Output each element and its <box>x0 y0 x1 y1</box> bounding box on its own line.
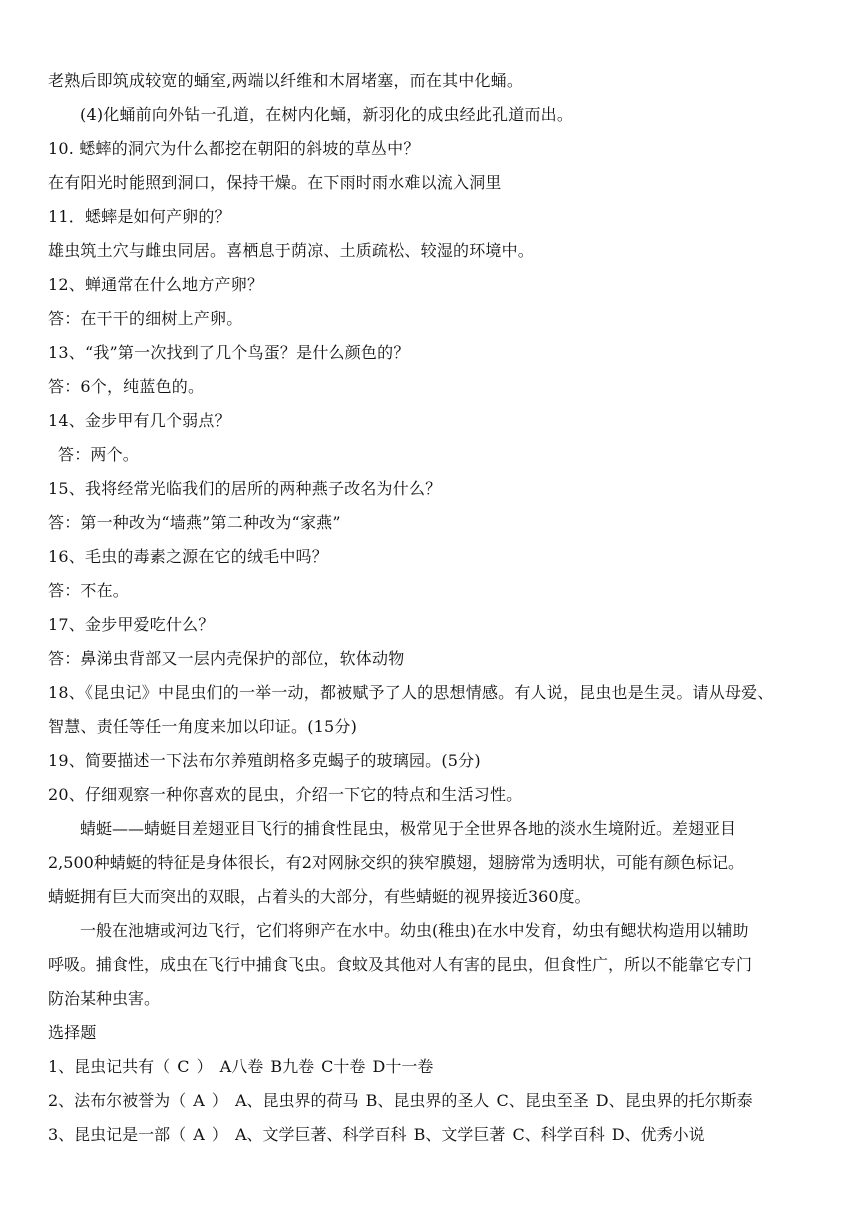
answer-15: 答：第一种改为“墙燕”第二种改为“家燕” <box>48 513 341 532</box>
answer-14: 答：两个。 <box>58 445 140 464</box>
answer-17: 答：鼻涕虫背部又一层内壳保护的部位，软体动物 <box>48 649 405 668</box>
essay-section <box>48 812 828 1016</box>
question-18-line-1: 18、《昆虫记》中昆虫们的一举一动，都被赋予了人的思想情感。有人说，昆虫也是生灵。请从母爱、 <box>48 683 774 702</box>
answer-16: 答：不在。 <box>48 581 130 600</box>
text-line: 老熟后即筑成较宽的蛹室,两端以纤维和木屑堵塞，而在其中化蛹。 <box>48 71 524 90</box>
text-line: (4)化蛹前向外钻一孔道，在树内化蛹，新羽化的成虫经此孔道而出。 <box>80 105 574 124</box>
answer-11: 雄虫筑土穴与雌虫同居。喜栖息于荫凉、土质疏松、较湿的环境中。 <box>48 241 535 260</box>
question-15: 15、我将经常光临我们的居所的两种燕子改名为什么？ <box>48 479 442 498</box>
question-16: 16、毛虫的毒素之源在它的绒毛中吗？ <box>48 547 328 566</box>
question-10: 10. 蟋蟀的洞穴为什么都挖在朝阳的斜坡的草丛中？ <box>48 139 420 158</box>
question-17: 17、金步甲爱吃什么？ <box>48 615 215 634</box>
section-title: 选择题 <box>48 1023 97 1042</box>
qa-section <box>48 64 828 812</box>
multiple-choice-section <box>48 1016 828 1152</box>
question-20: 20、仔细观察一种你喜欢的昆虫，介绍一下它的特点和生活习性。 <box>48 785 523 804</box>
question-19: 19、简要描述一下法布尔养殖朗格多克蝎子的玻璃园。(5分) <box>48 751 481 770</box>
mcq-item-2: 2、法布尔被誉为（ A ） A、昆虫界的荷马 B、昆虫界的圣人 C、昆虫至圣 D、昆虫界的托尔斯泰 <box>48 1091 753 1110</box>
question-12: 12、蝉通常在什么地方产卵？ <box>48 275 264 294</box>
mcq-item-3: 3、昆虫记是一部（ A ） A、文学巨著、科学百科 B、文学巨著 C、科学百科 D、优秀小说 <box>48 1125 705 1144</box>
essay-line: 蜻蜓——蜻蜓目差翅亚目飞行的捕食性昆虫，极常见于全世界各地的淡水生境附近。差翅亚目 <box>80 819 737 838</box>
answer-10: 在有阳光时能照到洞口，保持干燥。在下雨时雨水难以流入洞里 <box>48 173 502 192</box>
document-page <box>48 64 828 1152</box>
essay-line: 2,500种蜻蜓的特征是身体很长，有2对网脉交织的狭窄膜翅，翅膀常为透明状，可能有颜色标记。 <box>48 853 744 872</box>
question-18-line-2: 智慧、责任等任一角度来加以印证。(15分) <box>48 717 358 736</box>
essay-line: 一般在池塘或河边飞行，它们将卵产在水中。幼虫(稚虫)在水中发育，幼虫有鳃状构造用以辅助 <box>80 921 749 940</box>
essay-line: 呼吸。捕食性，成虫在飞行中捕食飞虫。食蚊及其他对人有害的昆虫，但食性广，所以不能靠它专门 <box>48 955 753 974</box>
answer-13: 答：6个，纯蓝色的。 <box>48 377 205 396</box>
question-11: 11．蟋蟀是如何产卵的？ <box>48 207 231 226</box>
question-13: 13、“我”第一次找到了几个鸟蛋？是什么颜色的？ <box>48 343 410 362</box>
mcq-item-1: 1、昆虫记共有（ C ） A八卷 B九卷 C十卷 D十一卷 <box>48 1057 434 1076</box>
question-14: 14、金步甲有几个弱点？ <box>48 411 231 430</box>
essay-line: 防治某种虫害。 <box>48 989 161 1008</box>
essay-line: 蜻蜓拥有巨大而突出的双眼，占着头的大部分，有些蜻蜓的视界接近360度。 <box>48 887 591 906</box>
answer-12: 答：在干干的细树上产卵。 <box>48 309 243 328</box>
